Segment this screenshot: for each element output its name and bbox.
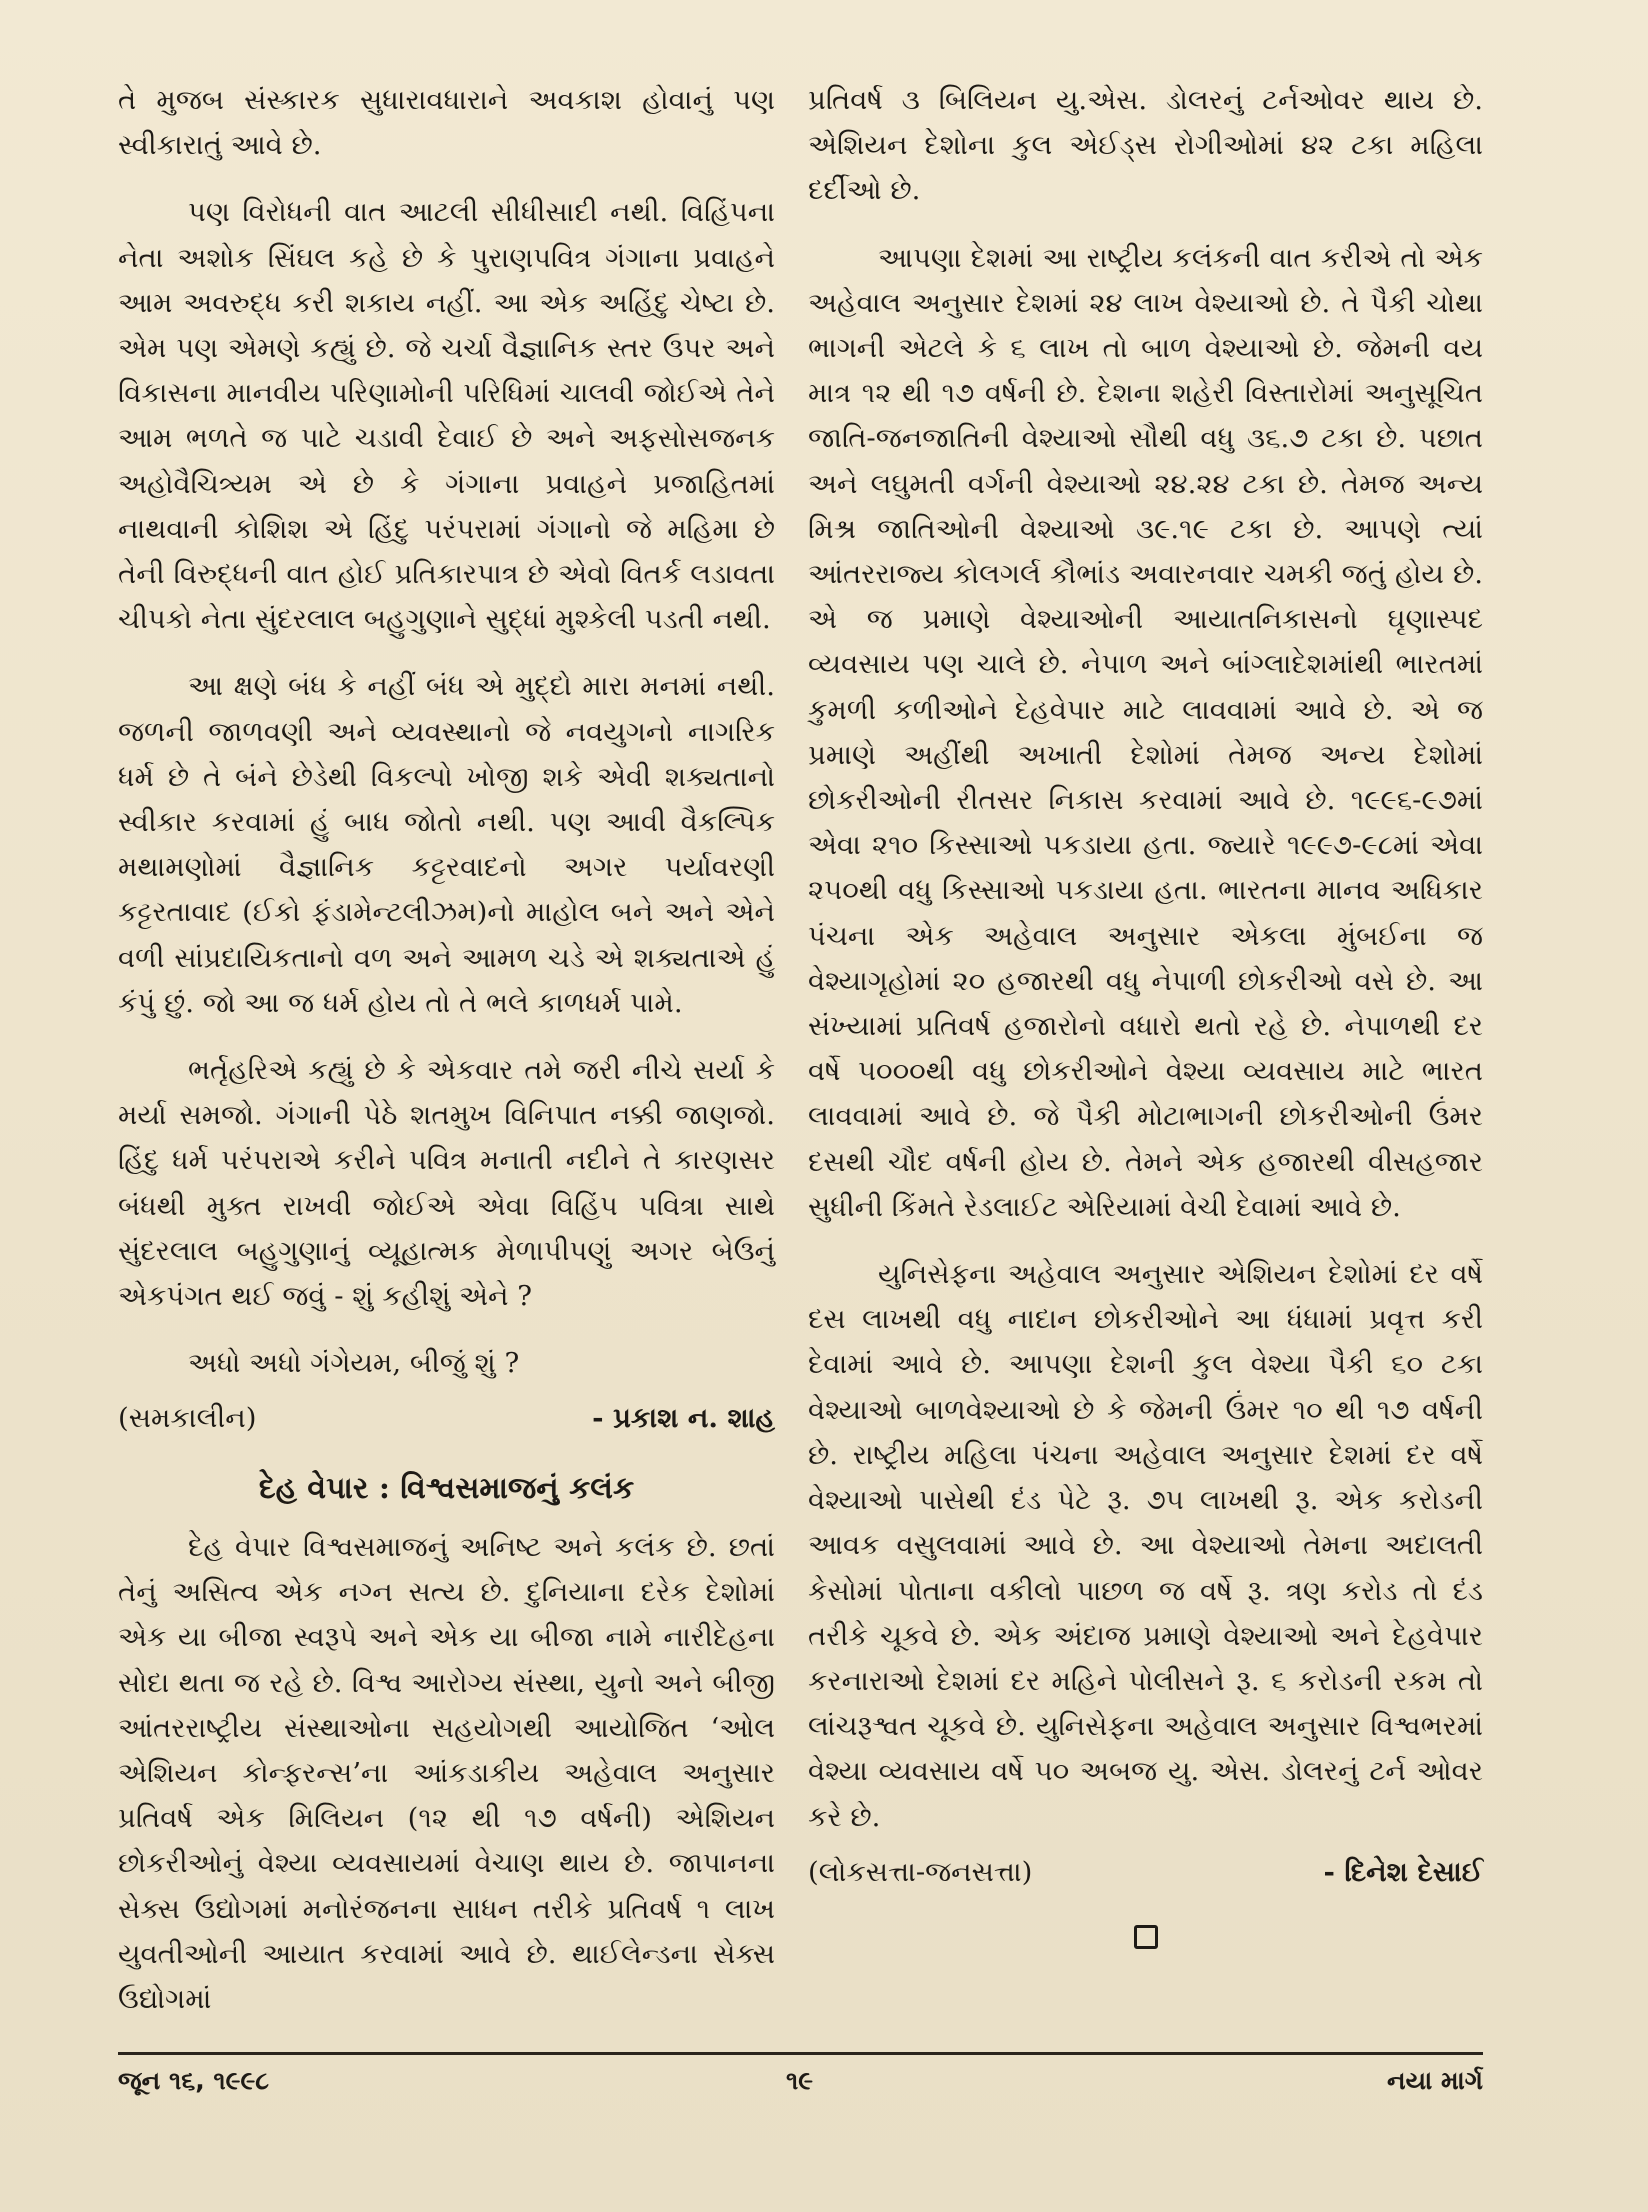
paragraph: તે મુજબ સંસ્કારક સુધારાવધારાને અવકાશ હોવાનું પણ સ્વીકારાતું આવે છે. <box>118 84 775 162</box>
paragraph: ભર્તૃહરિએ કહ્યું છે કે એકવાર તમે જરી નીચે સર્યા કે મર્યા સમજો. ગંગાની પેઠે શતમુખ વિનિપાત નક્કી જાણજો. હિંદુ ધર્મ પરંપરાએ કરીને પવિત્ર મનાતી નદીને તે કારણસર બંધથી મુક્ત રાખવી જોઈએ એવા વિહિંપ પવિત્રા સાથે સુંદરલાલ બહુગુણાનું વ્યૂહાત્મક મેળાપીપણું અગર બેઉનું એકપંગત થઈ જવું - શું કહીશું એને ? <box>118 1054 775 1313</box>
paragraph: યુનિસેફના અહેવાલ અનુસાર એશિયન દેશોમાં દર વર્ષે દસ લાખથી વધુ નાદાન છોકરીઓને આ ધંધામાં પ્રવૃત્ત કરી દેવામાં આવે છે. આપણા દેશની કુલ વેશ્યા પૈકી ૬૦ ટકા વેશ્યાઓ બાળવેશ્યાઓ છે કે જેમની ઉંમર ૧૦ થી ૧૭ વર્ષની છે. રાષ્ટ્રીય મહિલા પંચના અહેવાલ અનુસાર દેશમાં દર વર્ષે વેશ્યાઓ પાસેથી દંડ પેટે રૂ. ૭૫ લાખથી રૂ. એક કરોડની આવક વસુલવામાં આવે છે. આ વેશ્યાઓ તેમના અદાલતી કેસોમાં પોતાના વકીલો પાછળ જ વર્ષે રૂ. ત્રણ કરોડ તો દંડ તરીકે ચૂકવે છે. એક અંદાજ પ્રમાણે વેશ્યાઓ અને દેહવેપાર કરનારાઓ દેશમાં દર મહિને પોલીસને રૂ. ૬ કરોડની રકમ તો લાંચરૂશ્વત ચૂકવે છે. યુનિસેફના અહેવાલ અનુસાર વિશ્વભરમાં વેશ્યા વ્યવસાય વર્ષે ૫૦ અબજ યુ. એસ. ડોલરનું ટર્ન ઓવર કરે છે. <box>808 1258 1484 1833</box>
issue-date: જૂન ૧૬, ૧૯૯૮ <box>118 2066 270 2095</box>
paragraph: આ ક્ષણે બંધ કે નહીં બંધ એ મુદ્દો મારા મનમાં નથી. જળની જાળવણી અને વ્યવસ્થાનો જે નવયુગનો નાગરિક ધર્મ છે તે બંને છેડેથી વિકલ્પો ખોજી શકે એવી શક્યતાનો સ્વીકાર કરવામાં હું બાધ જોતો નથી. પણ આવી વૈકલ્પિક મથામણોમાં વૈજ્ઞાનિક કટ્ટરવાદનો અગર પર્યાવરણી કટ્ટરતાવાદ (ઈકો ફંડામેન્ટલીઝમ)નો માહોલ બને અને એને વળી સાંપ્રદાયિકતાનો વળ અને આમળ ચડે એ શક્યતાએ હું કંપું છું. જો આ જ ધર્મ હોય તો તે ભલે કાળધર્મ પામે. <box>118 670 775 1019</box>
end-of-article-mark <box>808 1919 1483 1964</box>
paragraph: પણ વિરોધની વાત આટલી સીધીસાદી નથી. વિહિંપના નેતા અશોક સિંઘલ કહે છે કે પુરાણપવિત્ર ગંગાના પ્રવાહને આમ અવરુદ્ધ કરી શકાય નહીં. આ એક અહિંદુ ચેષ્ટા છે. એમ પણ એમણે કહ્યું છે. જે ચર્ચા વૈજ્ઞાનિક સ્તર ઉપર અને વિકાસના માનવીય પરિણામોની પરિધિમાં ચાલવી જોઈએ તેને આમ ભળતે જ પાટે ચડાવી દેવાઈ છે અને અફસોસજનક અહોવૈચિત્ર્યમ એ છે કે ગંગાના પ્રવાહને પ્રજાહિતમાં નાથવાની કોશિશ એ હિંદુ પરંપરામાં ગંગાનો જે મહિમા છે તેની વિરુદ્ધની વાત હોઈ પ્રતિકારપાત્ર છે એવો વિતર્ક લડાવતા ચીપકો નેતા સુંદરલાલ બહુગુણાને સુદ્ધાં મુશ્કેલી પડતી નથી. <box>118 196 775 636</box>
right-column <box>808 78 1483 1964</box>
author-name: - દિનેશ દેસાઈ <box>1323 1855 1483 1888</box>
byline <box>118 1396 775 1441</box>
left-column <box>118 78 775 2022</box>
paragraph: આપણા દેશમાં આ રાષ્ટ્રીય કલંકની વાત કરીએ તો એક અહેવાલ અનુસાર દેશમાં ૨૪ લાખ વેશ્યાઓ છે. તે પૈકી ચોથા ભાગની એટલે કે ૬ લાખ તો બાળ વેશ્યાઓ છે. જેમની વય માત્ર ૧૨ થી ૧૭ વર્ષની છે. દેશના શહેરી વિસ્તારોમાં અનુસૂચિત જાતિ-જનજાતિની વેશ્યાઓ સૌથી વધુ ૩૬.૭ ટકા છે. પછાત અને લઘુમતી વર્ગની વેશ્યાઓ ૨૪.૨૪ ટકા છે. તેમજ અન્ય મિશ્ર જાતિઓની વેશ્યાઓ ૩૯.૧૯ ટકા છે. આપણે ત્યાં આંતરરાજ્ય કોલગર્લ કૌભાંડ અવારનવાર ચમકી જતું હોય છે. એ જ પ્રમાણે વેશ્યાઓની આયાતનિકાસનો ઘૃણાસ્પદ વ્યવસાય પણ ચાલે છે. નેપાળ અને બાંગ્લાદેશમાંથી ભારતમાં કુમળી કળીઓને દેહવેપાર માટે લાવવામાં આવે છે. એ જ પ્રમાણે અહીંથી અખાતી દેશોમાં તેમજ અન્ય દેશોમાં છોકરીઓની રીતસર નિકાસ કરવામાં આવે છે. ૧૯૯૬-૯૭માં એવા ૨૧૦ કિસ્સાઓ પકડાયા હતા. જ્યારે ૧૯૯૭-૯૮માં એવા ૨૫૦થી વધુ કિસ્સાઓ પકડાયા હતા. ભારતના માનવ અધિકાર પંચના એક અહેવાલ અનુસાર એકલા મુંબઈના જ વેશ્યાગૃહોમાં ૨૦ હજારથી વધુ નેપાળી છોકરીઓ વસે છે. આ સંખ્યામાં પ્રતિવર્ષ હજારોનો વધારો થતો રહે છે. નેપાળથી દર વર્ષે ૫૦૦૦થી વધુ છોકરીઓને વેશ્યા વ્યવસાય માટે ભારત લાવવામાં આવે છે. જે પૈકી મોટાભાગની છોકરીઓની ઉંમર દસથી ચૌદ વર્ષની હોય છે. તેમને એક હજારથી વીસહજાર સુધીની કિંમતે રેડલાઈટ એરિયામાં વેચી દેવામાં આવે છે. <box>808 241 1483 1223</box>
publication-name: નયા માર્ગ <box>1387 2066 1483 2095</box>
paragraph: પ્રતિવર્ષ ૩ બિલિયન યુ.એસ. ડોલરનું ટર્નઓવર થાય છે. એશિયન દેશોના કુલ એઈડ્સ રોગીઓમાં ૪૨ ટકા મહિલા દર્દીઓ છે. <box>808 84 1483 207</box>
source-credit: (લોકસત્તા-જનસત્તા) <box>808 1855 1033 1888</box>
source-credit: (સમકાલીન) <box>118 1402 257 1435</box>
closing-line: અધો અધો ગંગેયમ, બીજું શું ? <box>188 1347 520 1380</box>
page-number: ૧૯ <box>786 2066 814 2095</box>
end-square-icon <box>1134 1925 1158 1949</box>
paragraph: દેહ વેપાર વિશ્વસમાજનું અનિષ્ટ અને કલંક છે. છતાં તેનું અસિત્વ એક નગ્ન સત્ય છે. દુનિયાના દરેક દેશોમાં એક યા બીજા સ્વરૂપે અને એક યા બીજા નામે નારીદેહના સોદા થતા જ રહે છે. વિશ્વ આરોગ્ય સંસ્થા, યુનો અને બીજી આંતરરાષ્ટ્રીય સંસ્થાઓના સહયોગથી આયોજિત ‘ઓલ એશિયન કોન્ફરન્સ’ના આંકડાકીય અહેવાલ અનુસાર પ્રતિવર્ષ એક મિલિયન (૧૨ થી ૧૭ વર્ષની) એશિયન છોકરીઓનું વેશ્યા વ્યવસાયમાં વેચાણ થાય છે. જાપાનના સેક્સ ઉદ્યોગમાં મનોરંજનના સાધન તરીકે પ્રતિવર્ષ ૧ લાખ યુવતીઓની આયાત કરવામાં આવે છે. થાઈલેન્ડના સેક્સ ઉદ્યોગમાં <box>118 1530 775 2015</box>
footer-divider <box>118 2052 1483 2055</box>
article-heading: દેહ વેપાર : વિશ્વસમાજનું કલંક <box>258 1470 635 1506</box>
author-name: - પ્રકાશ ન. શાહ <box>592 1402 775 1435</box>
byline <box>808 1850 1483 1895</box>
